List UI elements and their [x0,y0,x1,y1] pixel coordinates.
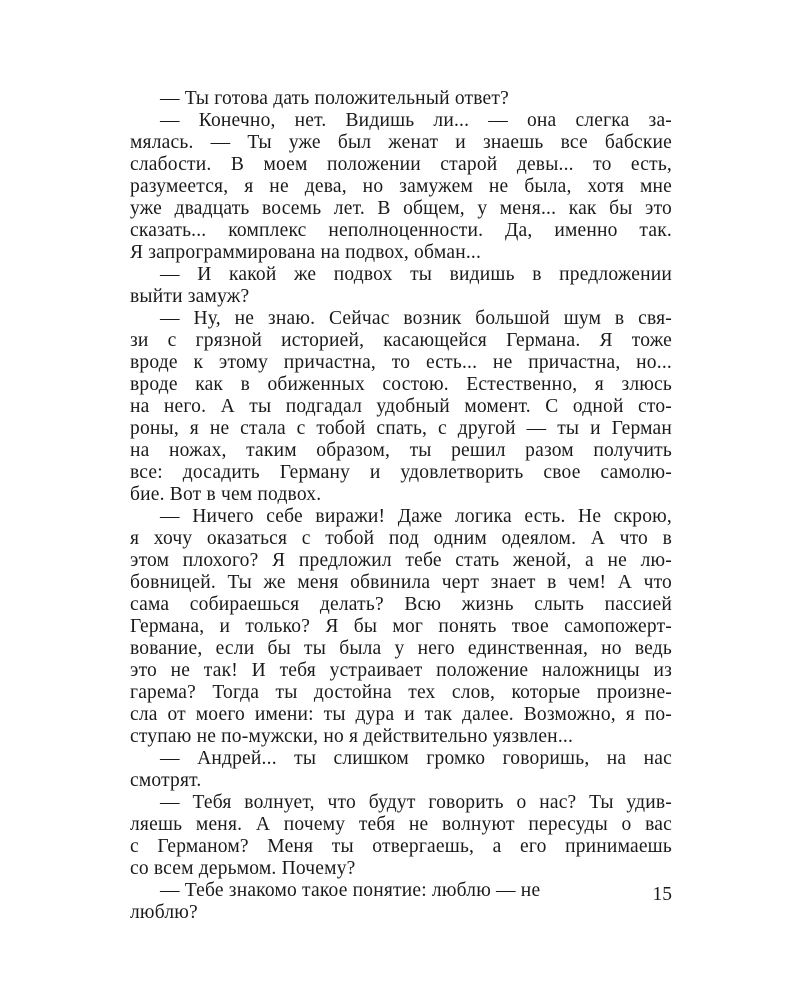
page-number: 15 [652,884,672,905]
text-line: сама собираешься делать? Всю жизнь слыть пассией [130,594,672,615]
text-line: Германа, и только? Я бы мог понять твое самопожерт- [130,616,672,637]
text-line: смотрят. [130,770,202,791]
text-line: на ножах, таким образом, ты решил разом получить [130,440,672,461]
body-text [130,88,672,924]
text-line: со всем дерьмом. Почему? [130,858,356,879]
text-line: — Ну, не знаю. Сейчас возник большой шум в свя- [160,308,672,329]
text-line: — Андрей... ты слишком громко говоришь, на нас [160,748,672,769]
text-line: бовницей. Ты же меня обвинила черт знает в чем! А что [130,572,672,593]
text-line: люблю? [130,902,198,923]
text-line: Я запрограммирована на подвох, обман... [130,242,482,263]
text-line: я хочу оказаться с тобой под одним одеялом. А что в [130,528,672,549]
text-line: — И какой же подвох ты видишь в предложении [160,264,672,285]
text-line: сказать... комплекс неполноценности. Да, именно так. [130,220,672,241]
text-line: ляешь меня. А почему тебя не волнуют пересуды о вас [130,814,672,835]
text-line: сла от моего имени: ты дура и так далее. Возможно, я по- [130,704,672,725]
text-line: с Германом? Меня ты отвергаешь, а его принимаешь [130,836,672,857]
text-line: все: досадить Герману и удовлетворить свое самолю- [130,462,672,483]
text-line: роны, я не стала с тобой спать, с другой — ты и Герман [130,418,672,439]
text-line: — Ты готова дать положительный ответ? [160,88,509,109]
text-line: зи с грязной историей, касающейся Германа. Я тоже [130,330,672,351]
text-line: этом плохого? Я предложил тебе стать женой, а не лю- [130,550,672,571]
text-line: — Конечно, нет. Видишь ли... — она слегка за- [160,110,672,131]
text-line: — Ничего себе виражи! Даже логика есть. Не скрою, [160,506,672,527]
text-line: гарема? Тогда ты достойна тех слов, которые произне- [130,682,672,703]
text-line: разумеется, я не дева, но замужем не была, хотя мне [130,176,672,197]
text-line: слабости. В моем положении старой девы... то есть, [130,154,672,175]
text-line: — Тебя волнует, что будут говорить о нас? Ты удив- [160,792,672,813]
text-line: бие. Вот в чем подвох. [130,484,322,505]
text-line: вование, если бы ты была у него единственная, но ведь [130,638,672,659]
text-line: вроде к этому причастна, то есть... не причастна, но... [130,352,672,373]
text-line: на него. А ты подгадал удобный момент. С одной сто- [130,396,672,417]
text-line: это не так! И тебя устраивает положение наложницы из [130,660,672,681]
text-line: выйти замуж? [130,286,250,307]
text-line: ступаю не по-мужски, но я действительно уязвлен... [130,726,574,747]
text-line: мялась. — Ты уже был женат и знаешь все бабские [130,132,672,153]
text-line: вроде как в обиженных состою. Естественно, я злюсь [130,374,672,395]
text-line: уже двадцать восемь лет. В общем, у меня... как бы это [130,198,672,219]
text-line: — Тебе знакомо такое понятие: люблю — не [160,880,541,901]
